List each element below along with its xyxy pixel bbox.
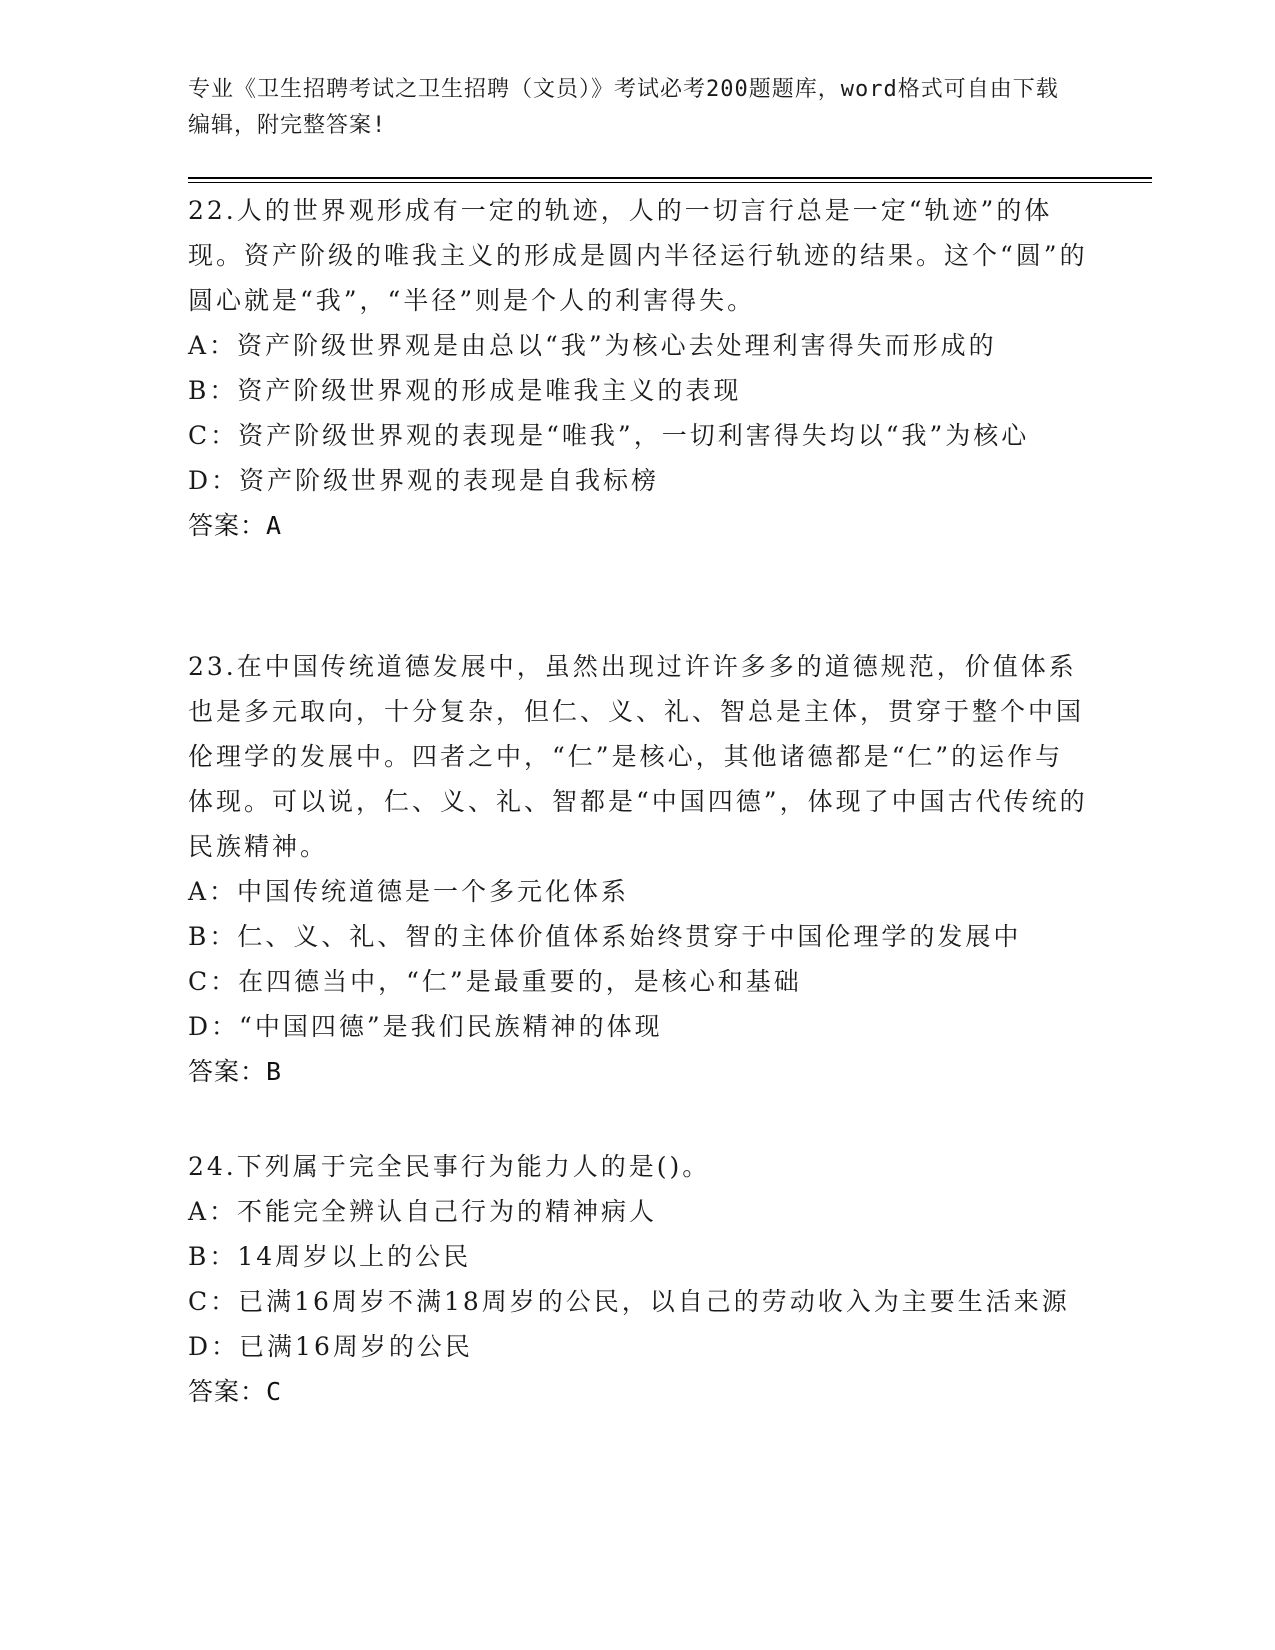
- answer: 答案：C: [188, 1377, 283, 1406]
- question-22: [188, 188, 1088, 548]
- option-b: B：14周岁以上的公民: [188, 1242, 472, 1271]
- option-d: D：“中国四德”是我们民族精神的体现: [188, 1012, 663, 1041]
- option-b: B：资产阶级世界观的形成是唯我主义的表现: [188, 376, 742, 405]
- option-a: A：中国传统道德是一个多元化体系: [188, 877, 630, 906]
- answer: 答案：A: [188, 511, 283, 540]
- question-stem: 23.在中国传统道德发展中，虽然出现过许许多多的道德规范，价值体系也是多元取向，十分复杂，但仁、义、礼、智总是主体，贯穿于整个中国伦理学的发展中。四者之中，“仁”是核心，其他诸德都是“仁”的运作与体现。可以说，仁、义、礼、智都是“中国四德”，体现了中国古代传统的民族精神。: [188, 652, 1088, 861]
- option-b: B：仁、义、礼、智的主体价值体系始终贯穿于中国伦理学的发展中: [188, 922, 1022, 951]
- option-d: D：资产阶级世界观的表现是自我标榜: [188, 466, 660, 495]
- option-a: A：资产阶级世界观是由总以“我”为核心去处理利害得失而形成的: [188, 331, 997, 360]
- question-stem: 22.人的世界观形成有一定的轨迹，人的一切言行总是一定“轨迹”的体现。资产阶级的唯我主义的形成是圆内半径运行轨迹的结果。这个“圆”的圆心就是“我”，“半径”则是个人的利害得失。: [188, 196, 1088, 315]
- option-a: A：不能完全辨认自己行为的精神病人: [188, 1197, 658, 1226]
- header-divider-bottom: [188, 182, 1152, 183]
- option-d: D：已满16周岁的公民: [188, 1332, 473, 1361]
- answer: 答案：B: [188, 1057, 283, 1086]
- question-23: [188, 644, 1088, 1094]
- option-c: C：在四德当中，“仁”是最重要的，是核心和基础: [188, 967, 802, 996]
- question-24: [188, 1144, 1088, 1414]
- option-c: C：资产阶级世界观的表现是“唯我”，一切利害得失均以“我”为核心: [188, 421, 1030, 450]
- document-header: 专业《卫生招聘考试之卫生招聘（文员）》考试必考200题题库，word格式可自由下载编辑，附完整答案!: [188, 77, 1059, 138]
- header-divider-top: [188, 177, 1152, 179]
- question-stem: 24.下列属于完全民事行为能力人的是()。: [188, 1152, 711, 1181]
- option-c: C：已满16周岁不满18周岁的公民，以自己的劳动收入为主要生活来源: [188, 1287, 1070, 1316]
